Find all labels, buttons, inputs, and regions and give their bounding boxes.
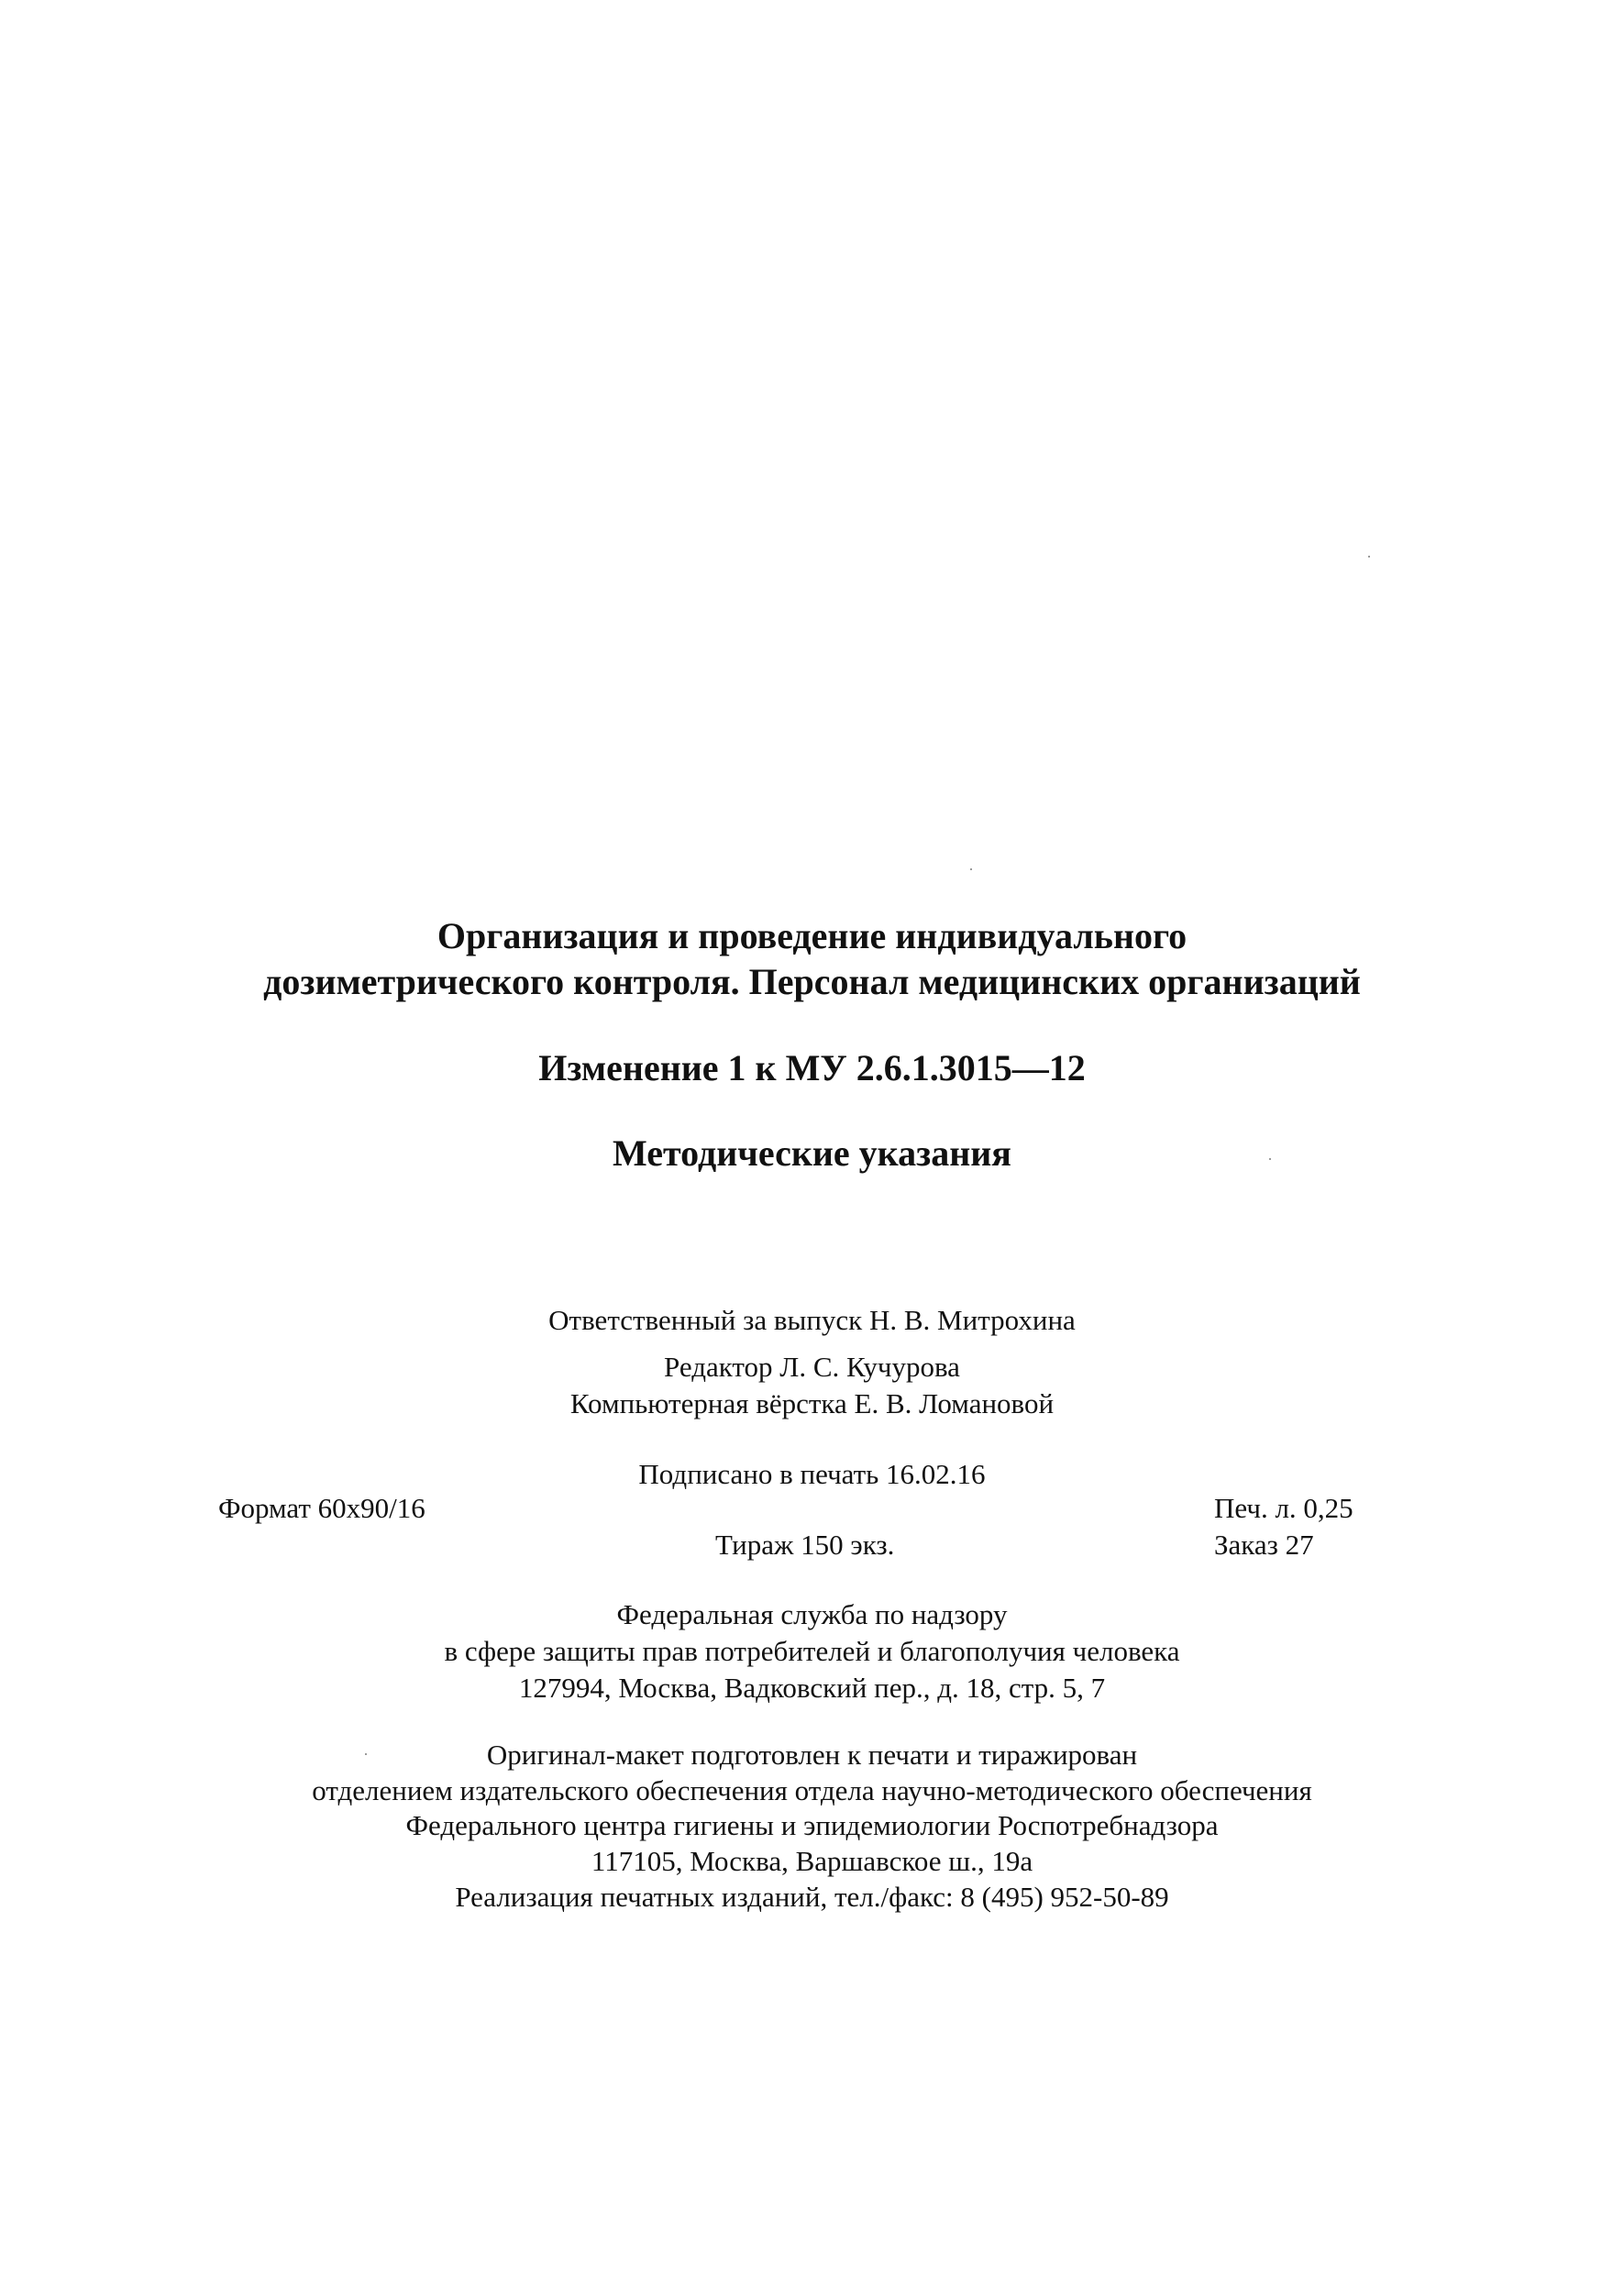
order-number: Заказ 27 xyxy=(1214,1529,1314,1561)
editor-line: Редактор Л. С. Кучурова xyxy=(664,1351,960,1383)
circulation: Тираж 150 экз. xyxy=(715,1529,895,1561)
prepared-line-2: отделением издательского обеспечения отдела научно-методического обеспечения xyxy=(312,1774,1312,1806)
layout-line: Компьютерная вёрстка Е. В. Ломановой xyxy=(569,1387,1055,1419)
publisher-line-1: Федеральная служба по надзору xyxy=(616,1598,1008,1630)
printed-sheets: Печ. л. 0,25 xyxy=(1214,1492,1353,1524)
prepared-address: 117105, Москва, Варшавское ш., 19а xyxy=(591,1845,1033,1877)
scan-speck xyxy=(1368,556,1370,558)
prepared-line-3: Федерального центра гигиены и эпидемиологии Роспотребнадзора xyxy=(405,1809,1219,1841)
publisher-address: 127994, Москва, Вадковский пер., д. 18, стр. 5, 7 xyxy=(518,1672,1106,1704)
responsible-line: Ответственный за выпуск Н. В. Митрохина xyxy=(548,1304,1076,1336)
scan-speck xyxy=(1269,1158,1271,1160)
title-line-1: Организация и проведение индивидуального xyxy=(436,915,1188,956)
sales-contact: Реализация печатных изданий, тел./факс: 8 (495) 952-50-89 xyxy=(455,1881,1169,1913)
format-info: Формат 60x90/16 xyxy=(218,1492,425,1524)
title-line-2: дозиметрического контроля. Персонал медицинских организаций xyxy=(263,961,1361,1002)
signed-to-print: Подписано в печать 16.02.16 xyxy=(638,1458,986,1490)
amendment-heading: Изменение 1 к МУ 2.6.1.3015—12 xyxy=(538,1047,1086,1088)
scan-speck xyxy=(365,1753,367,1755)
document-type: Методические указания xyxy=(613,1132,1011,1174)
scan-speck xyxy=(970,868,972,870)
publisher-line-2: в сфере защиты прав потребителей и благополучия человека xyxy=(444,1635,1180,1667)
prepared-line-1: Оригинал-макет подготовлен к печати и тиражирован xyxy=(486,1739,1138,1771)
